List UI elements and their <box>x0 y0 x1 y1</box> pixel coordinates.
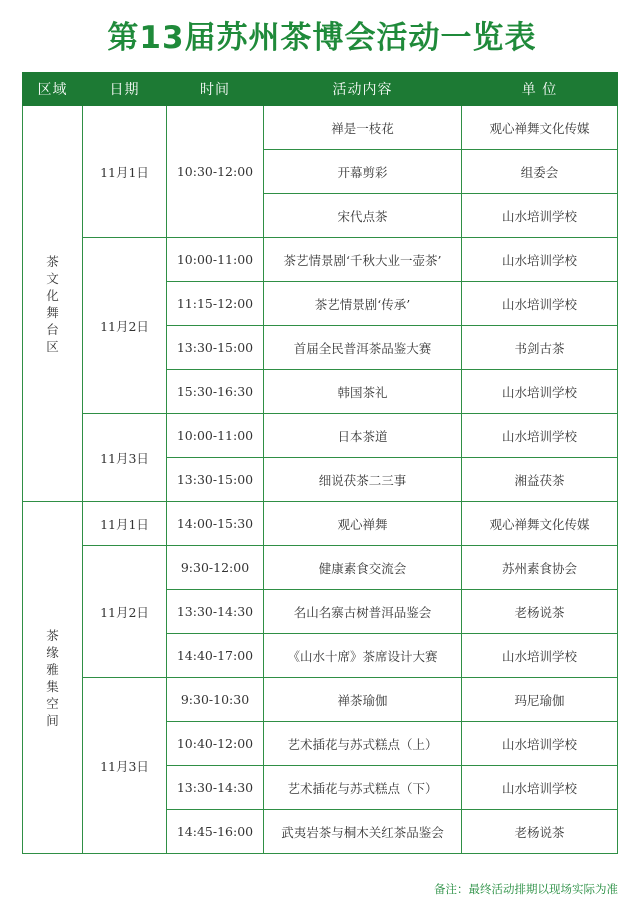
region-name: 茶文化舞台区 <box>46 253 59 354</box>
activity-cell: 武夷岩茶与桐木关红茶品鉴会 <box>264 810 462 854</box>
unit-cell: 玛尼瑜伽 <box>462 678 618 722</box>
activity-cell: 健康素食交流会 <box>264 546 462 590</box>
time-cell: 13:30-14:30 <box>167 766 264 810</box>
unit-cell: 观心禅舞文化传媒 <box>462 106 618 150</box>
unit-cell: 山水培训学校 <box>462 282 618 326</box>
page-title: 第13届苏州茶博会活动一览表 <box>107 20 537 56</box>
time-cell: 13:30-14:30 <box>167 590 264 634</box>
region-cell <box>23 502 83 854</box>
activity-cell: 细说茯茶二三事 <box>264 458 462 502</box>
time-cell: 13:30-15:00 <box>167 458 264 502</box>
unit-cell: 山水培训学校 <box>462 634 618 678</box>
activity-cell: 茶艺情景剧‘千秋大业一壶茶’ <box>264 238 462 282</box>
activity-cell: 日本茶道 <box>264 414 462 458</box>
unit-cell: 观心禅舞文化传媒 <box>462 502 618 546</box>
activity-cell: 首届全民普洱茶品鉴大赛 <box>264 326 462 370</box>
activity-cell: 艺术插花与苏式糕点（下） <box>264 766 462 810</box>
footnote: 备注：最终活动排期以现场实际为准 <box>434 882 618 896</box>
unit-cell: 山水培训学校 <box>462 238 618 282</box>
activity-cell: 韩国茶礼 <box>264 370 462 414</box>
date-cell: 11月2日 <box>83 546 167 678</box>
activity-cell: 禅是一枝花 <box>264 106 462 150</box>
table-row <box>23 106 618 150</box>
time-cell: 11:15-12:00 <box>167 282 264 326</box>
schedule-body <box>23 106 618 854</box>
table-row <box>23 546 618 590</box>
time-cell: 10:00-11:00 <box>167 414 264 458</box>
time-cell: 9:30-10:30 <box>167 678 264 722</box>
time-cell: 14:40-17:00 <box>167 634 264 678</box>
time-cell: 10:00-11:00 <box>167 238 264 282</box>
unit-cell: 山水培训学校 <box>462 766 618 810</box>
table-header-row <box>23 73 618 106</box>
date-cell: 11月3日 <box>83 678 167 854</box>
time-cell: 13:30-15:00 <box>167 326 264 370</box>
unit-cell: 苏州素食协会 <box>462 546 618 590</box>
activity-cell: 艺术插花与苏式糕点（上） <box>264 722 462 766</box>
time-cell: 14:00-15:30 <box>167 502 264 546</box>
unit-cell: 山水培训学校 <box>462 370 618 414</box>
activity-cell: 开幕剪彩 <box>264 150 462 194</box>
unit-cell: 老杨说茶 <box>462 810 618 854</box>
unit-cell: 湘益茯茶 <box>462 458 618 502</box>
activity-cell: 茶艺情景剧‘传承’ <box>264 282 462 326</box>
column-header-unit: 单 位 <box>462 73 618 106</box>
activity-cell: 名山名寨古树普洱品鉴会 <box>264 590 462 634</box>
column-header-date: 日期 <box>83 73 167 106</box>
column-header-content: 活动内容 <box>264 73 462 106</box>
time-cell: 15:30-16:30 <box>167 370 264 414</box>
region-name: 茶缘雅集空间 <box>46 627 59 728</box>
unit-cell: 老杨说茶 <box>462 590 618 634</box>
time-cell: 9:30-12:00 <box>167 546 264 590</box>
time-cell: 10:30-12:00 <box>167 106 264 238</box>
activity-cell: 《山水十席》茶席设计大赛 <box>264 634 462 678</box>
date-cell: 11月1日 <box>83 502 167 546</box>
column-header-time: 时间 <box>167 73 264 106</box>
unit-cell: 山水培训学校 <box>462 194 618 238</box>
time-cell: 10:40-12:00 <box>167 722 264 766</box>
unit-cell: 山水培训学校 <box>462 722 618 766</box>
activity-cell: 宋代点茶 <box>264 194 462 238</box>
unit-cell: 组委会 <box>462 150 618 194</box>
table-row <box>23 238 618 282</box>
date-cell: 11月1日 <box>83 106 167 238</box>
unit-cell: 山水培训学校 <box>462 414 618 458</box>
column-header-region: 区域 <box>23 73 83 106</box>
region-cell <box>23 106 83 502</box>
date-cell: 11月2日 <box>83 238 167 414</box>
activity-cell: 观心禅舞 <box>264 502 462 546</box>
table-row <box>23 414 618 458</box>
schedule-table <box>22 72 618 854</box>
date-cell: 11月3日 <box>83 414 167 502</box>
time-cell: 14:45-16:00 <box>167 810 264 854</box>
activity-cell: 禅茶瑜伽 <box>264 678 462 722</box>
unit-cell: 书剑古茶 <box>462 326 618 370</box>
table-row <box>23 678 618 722</box>
table-row <box>23 502 618 546</box>
